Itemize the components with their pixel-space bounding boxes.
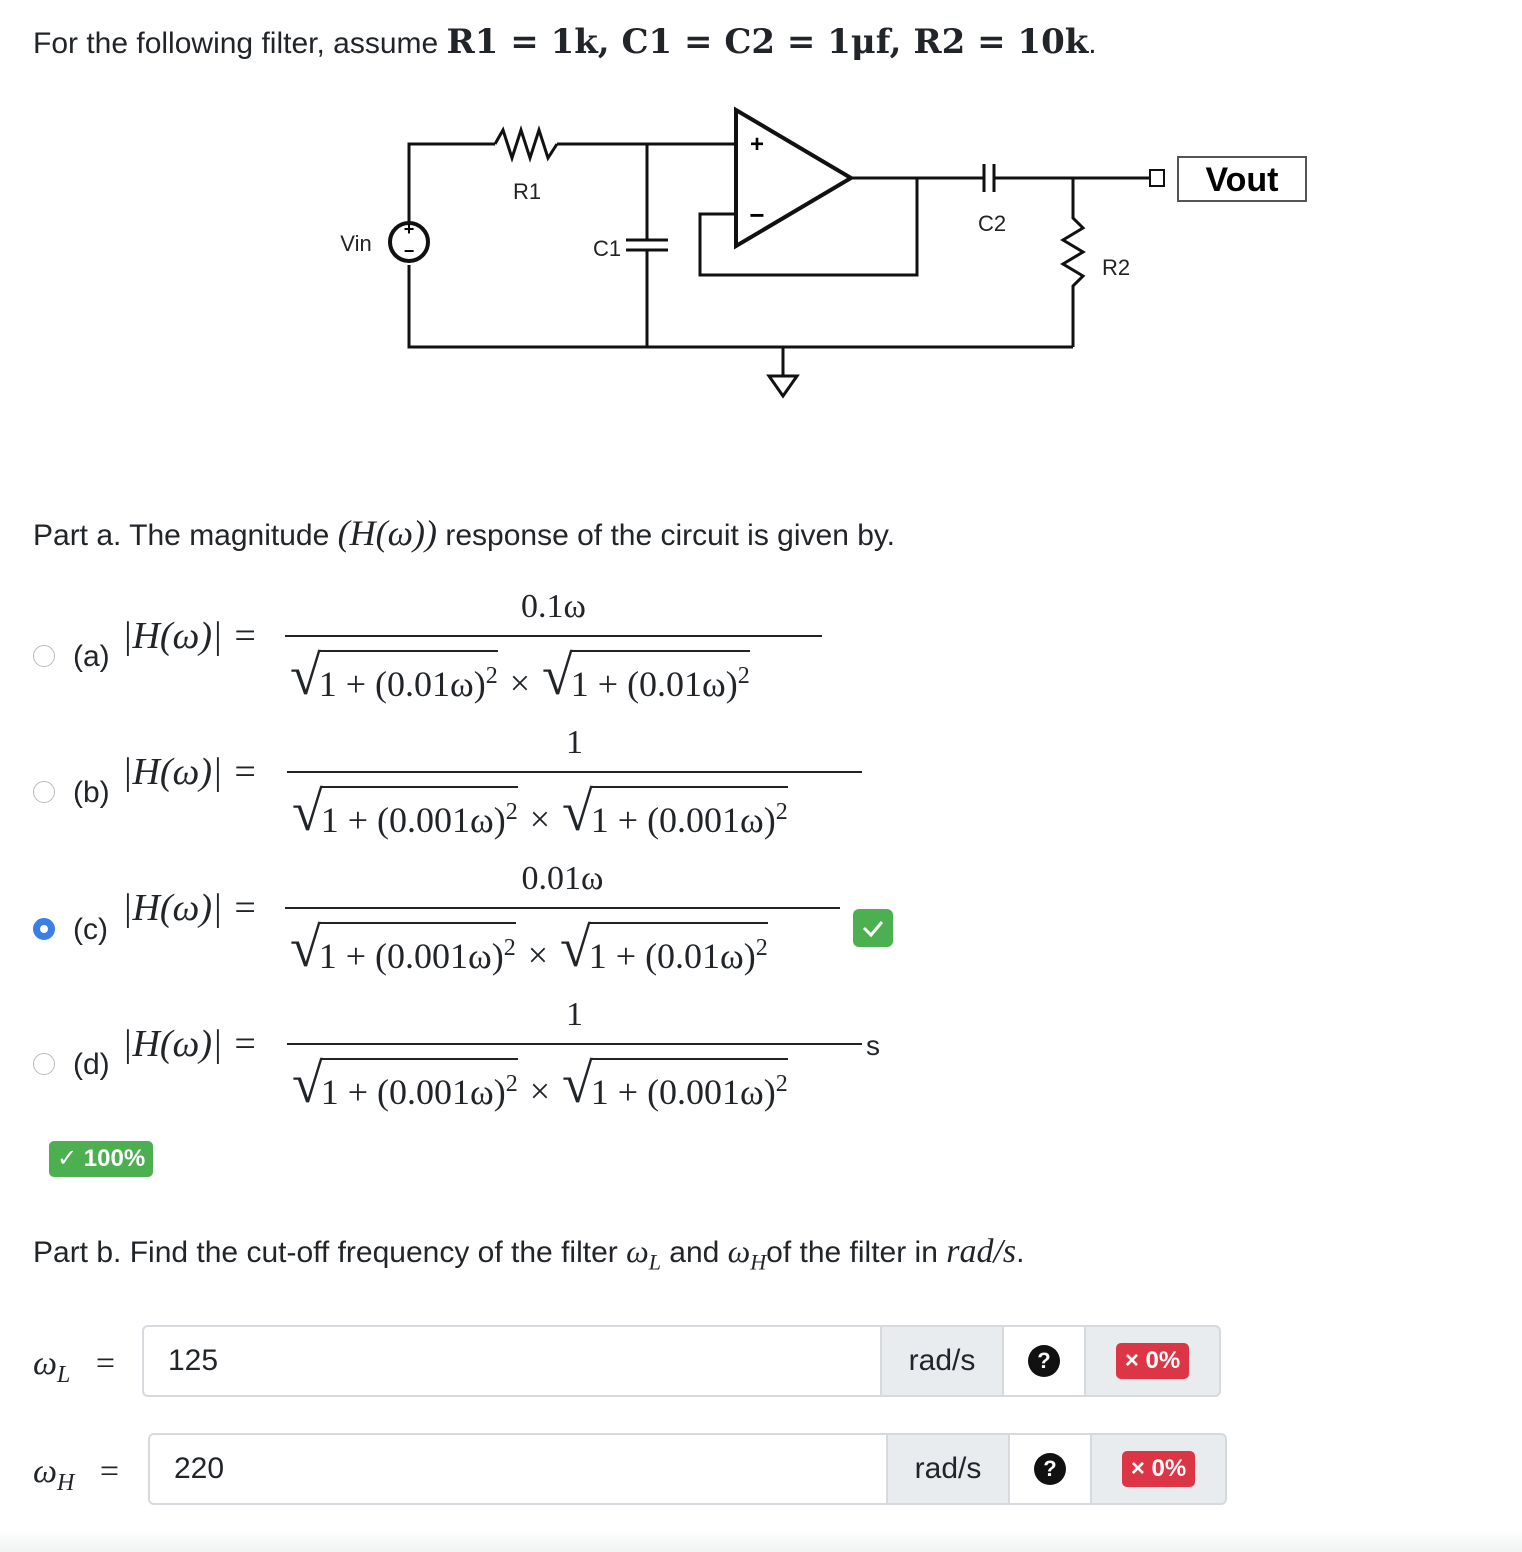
omega-h-input-group [148,1433,1227,1505]
omega-h-input[interactable]: 220 [148,1433,886,1505]
option-c-denominator: √ $1 + (0.001\omega)^2$ × √ $1 + (0.01\omega)^2$ [290,917,768,979]
option-c-lhs: |H(ω)| = [122,887,258,929]
filter-circuit-diagram [320,100,1320,410]
radio-d[interactable] [33,1053,55,1075]
ground-rail [409,265,1073,347]
part-b-text: Part b. Find the cut-off frequency of the filter [33,1236,627,1269]
radio-a[interactable] [33,645,55,667]
part-a-score: 100% [83,1145,146,1172]
prompt-period: . [1088,27,1097,60]
vout-terminal [1150,170,1164,186]
correct-check-icon [853,909,893,947]
omega-h-score-badge: × 0% [1122,1451,1195,1487]
option-c-label: (c) [73,913,108,946]
c1-label: C1 [592,236,622,261]
r1-label: R1 [512,179,542,204]
c2-label: C2 [977,211,1007,236]
option-a-label: (a) [73,640,110,673]
option-b-lhs: |H(ω)| = [122,751,258,793]
omega-h-unit: rad/s [886,1433,1010,1505]
part-a-heading [33,512,895,554]
omega-l-label: $\omega_L$ = [33,1345,116,1388]
option-c-numerator: 0.01ω [521,860,604,897]
option-b-numerator: 1 [566,724,583,761]
page-bottom-fade [0,1530,1522,1552]
omega-l-unit: rad/s [880,1325,1004,1397]
vout-label: Vout [1205,161,1279,199]
omega-h-help-button[interactable] [1010,1433,1090,1505]
r2-label: R2 [1101,255,1131,280]
omega-h-label: $\omega_H$ = [33,1453,119,1496]
opamp-plus: + [749,131,765,158]
opamp-minus: − [749,200,765,230]
option-a-denominator: √ $1 + (0.01\omega)^2$ × √ $1 + (0.01\omega)^2$ [290,645,750,707]
omega-l-input-group [142,1325,1221,1397]
radio-b[interactable] [33,781,55,803]
ground-symbol [769,376,797,396]
option-d-suffix: s [866,1030,880,1061]
part-a-expression: (H(ω)) [337,513,438,553]
feedback-wire [700,178,917,275]
vin-plus: + [403,219,415,239]
option-c-fraction-bar [285,907,840,909]
option-b-denominator: √ $1 + (0.001\omega)^2$ × √ $1 + (0.001\omega)^2$ [292,781,788,843]
option-a-lhs: |H(ω)| = [122,615,258,657]
part-a-text: Part a. The magnitude [33,519,338,552]
option-d-label: (d) [73,1048,110,1081]
omega-h-score [1090,1433,1227,1505]
prompt-text: For the following filter, assume [33,27,447,60]
help-icon: ? [1034,1453,1066,1485]
option-d-denominator: √ $1 + (0.001\omega)^2$ × √ $1 + (0.001\omega)^2$ [292,1053,788,1115]
help-icon: ? [1028,1345,1060,1377]
omega-l-input[interactable]: 125 [142,1325,880,1397]
check-icon: ✓ [57,1145,78,1172]
option-a-fraction-bar [285,635,822,637]
part-b-heading: Part b. Find the cut-off frequency of the filter $\omega_L$ and $\omega_Hof$ the filter in rad/s. [33,1233,1025,1275]
component-values: R1 = 1k, C1 = C2 = 1μf, R2 = 10k [446,22,1089,62]
option-a-numerator: 0.1ω [521,588,586,625]
r2-resistor [1063,178,1083,347]
vin-minus: − [403,241,415,261]
r1-resistor [495,130,557,158]
part-b-unit: rad/s [946,1233,1017,1270]
omega-l-score [1084,1325,1221,1397]
option-b-fraction-bar [287,771,862,773]
omega-l-help-button[interactable] [1004,1325,1084,1397]
question-prompt [33,22,1097,62]
option-b-label: (b) [73,776,110,809]
radio-c[interactable] [33,918,55,940]
part-a-score-badge [49,1141,153,1177]
omega-l-score-badge: × 0% [1116,1343,1189,1379]
option-d-numerator: 1 [566,996,583,1033]
option-d-fraction-bar [287,1043,862,1045]
option-d-lhs: |H(ω)| = [122,1023,258,1065]
vin-label: Vin [340,231,372,256]
part-a-tail: response of the circuit is given by. [437,519,896,552]
